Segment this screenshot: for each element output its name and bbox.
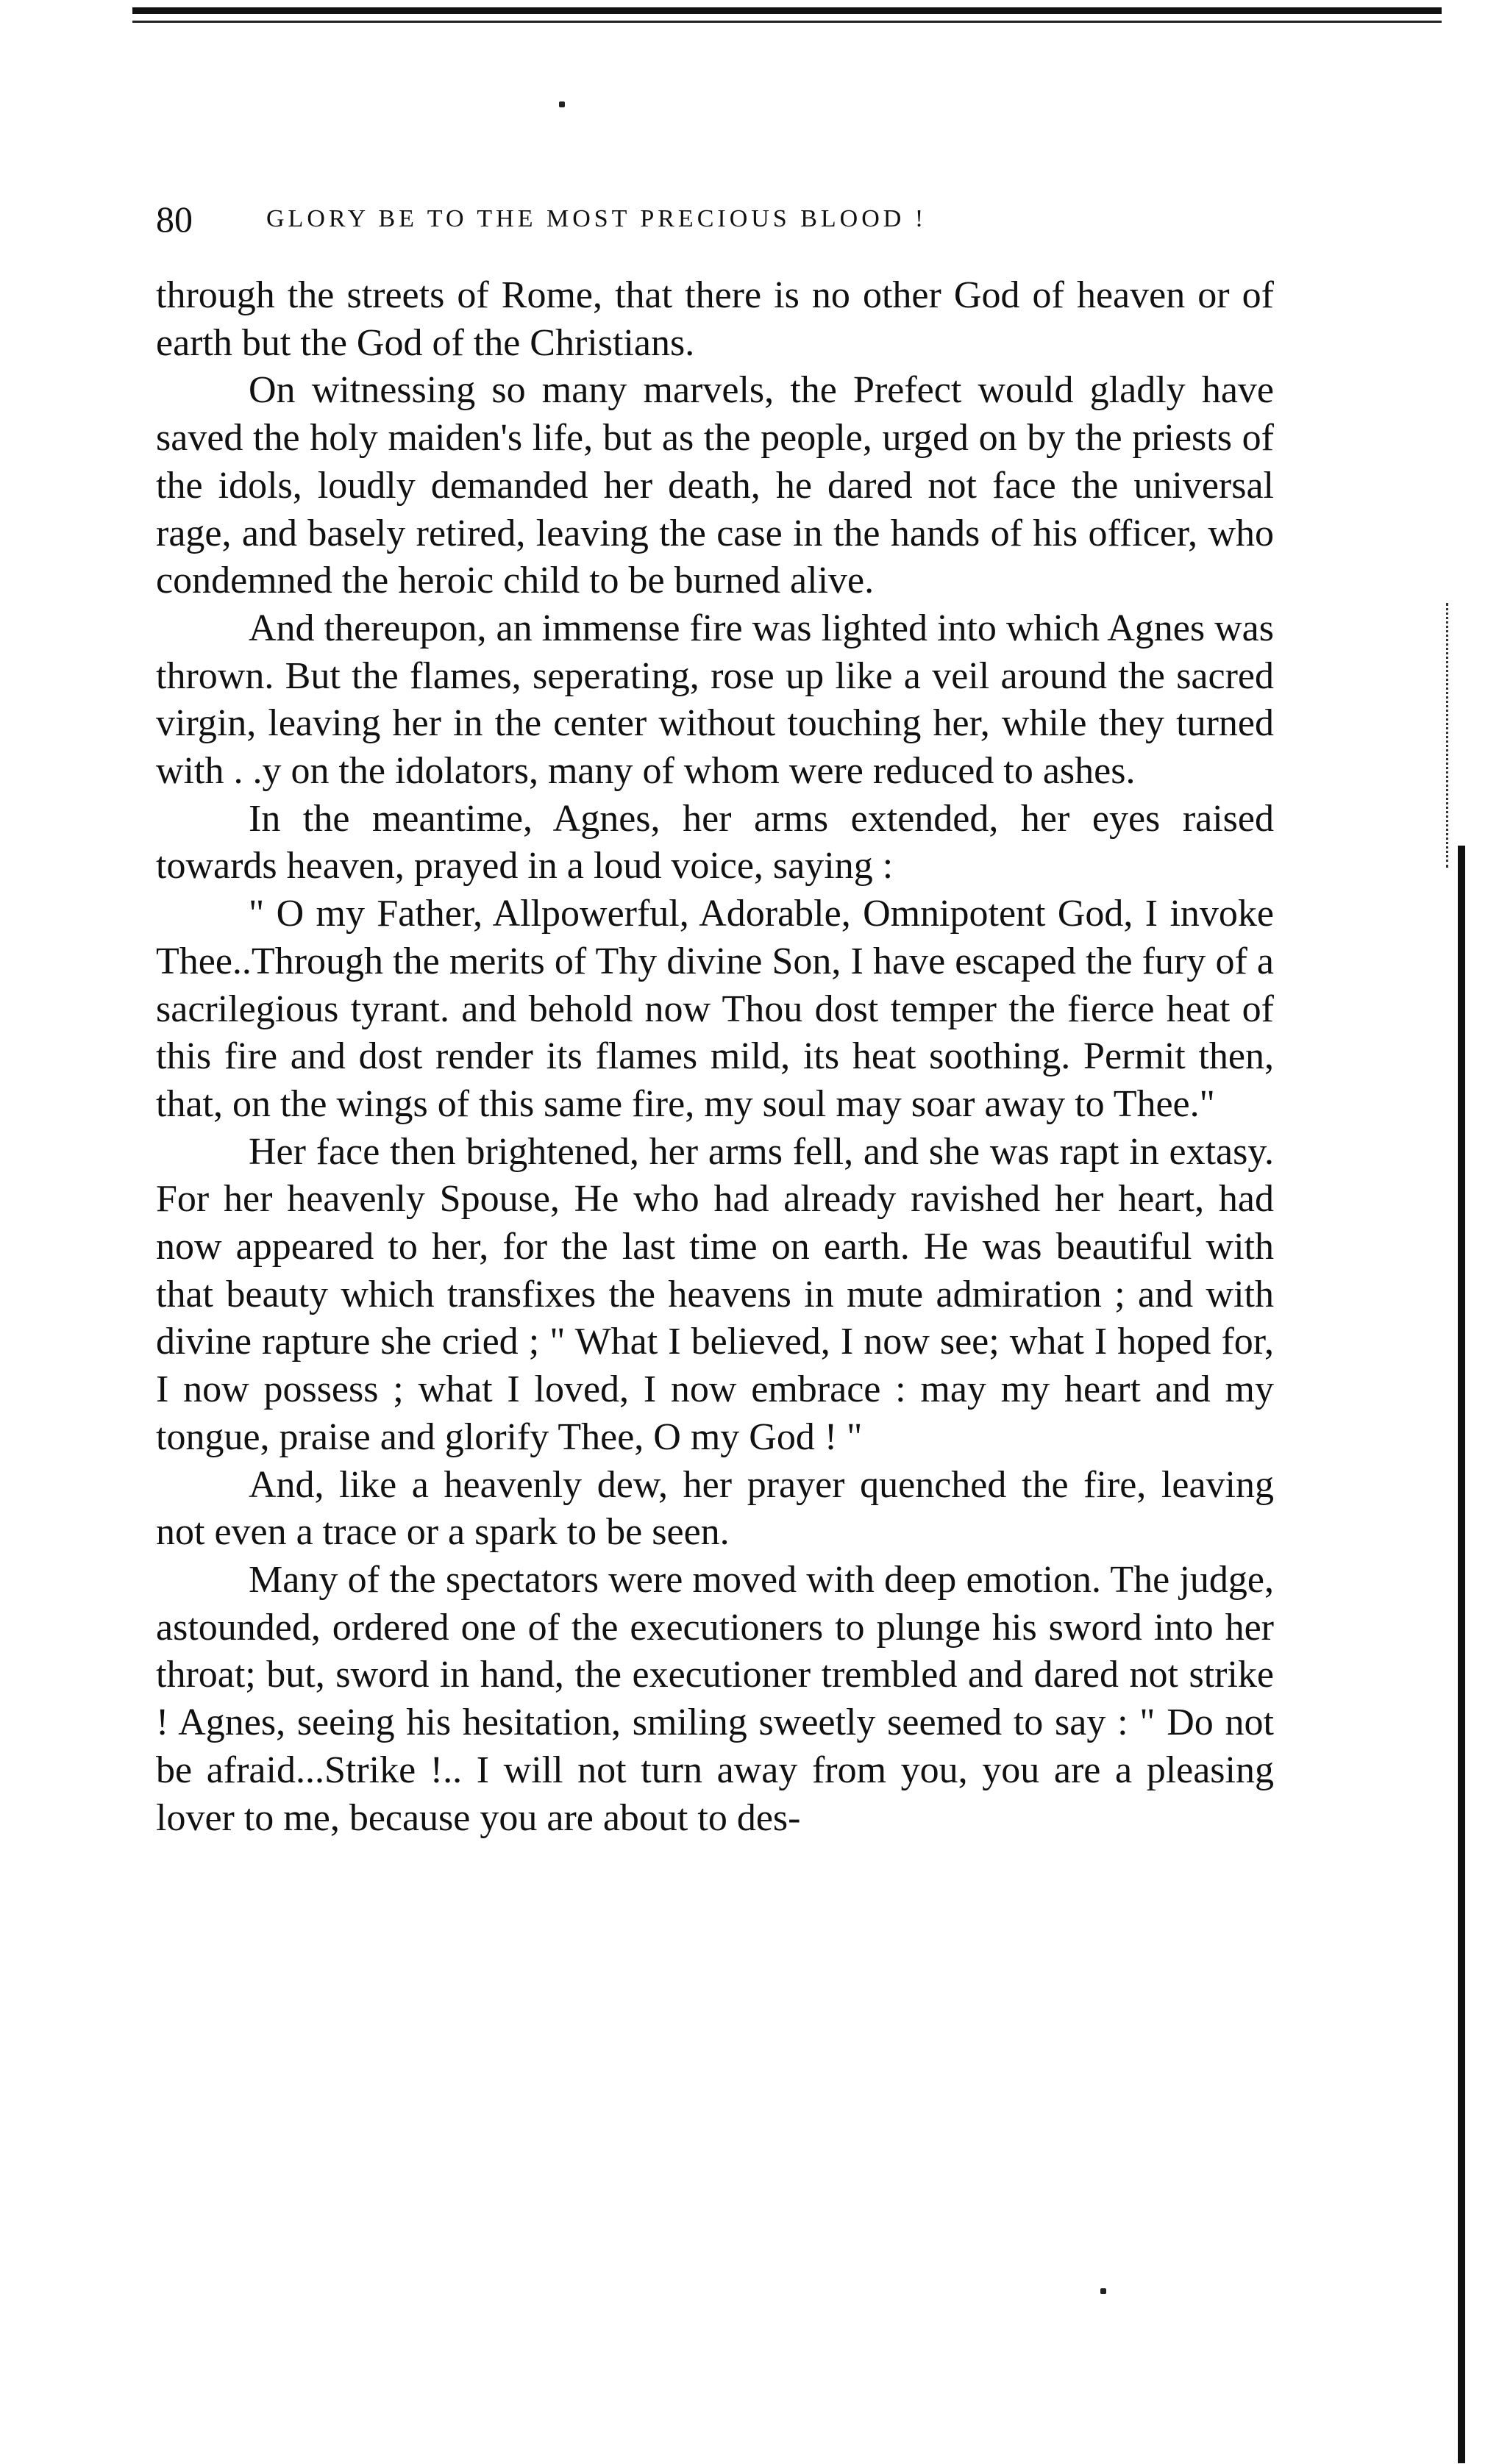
- paragraph: On witnessing so many marvels, the Prefect would gladly have saved the holy maiden's life, but as the people, urged on by the priests of the idols, loudly demanded her death, he dared not face the universal rage, and basely retired, leaving the case in the hands of his officer, who condemned the heroic child to be burned alive.: [156, 369, 1274, 602]
- body-text: [156, 272, 1274, 1842]
- right-edge-bar: [1458, 846, 1465, 2463]
- top-border-thin-rule: [132, 21, 1442, 23]
- paragraph: Many of the spectators were moved with deep emotion. The judge, astounded, ordered one of the executioners to plunge his sword into her throat; but, sword in hand, the executioner trembled and dared not strike ! Agnes, seeing his hesitation, smiling sweetly seemed to say : " Do not be afraid...Strike !.. I will not turn away from you, you are a pleasing lover to me, because you are about to des-: [156, 1558, 1274, 1839]
- ink-speck: [559, 101, 565, 107]
- paragraph: And, like a heavenly dew, her prayer quenched the fire, leaving not even a trace or a spark to be seen.: [156, 1463, 1274, 1554]
- paragraph: Her face then brightened, her arms fell, and she was rapt in extasy. For her heavenly Spouse, He who had already ravished her heart, had now appeared to her, for the last time on earth. He was beautiful with that beauty which transfixes the heavens in mute admiration ; and with divine rapture she cried ; " What I believed, I now see; what I hoped for, I now possess ; what I loved, I now embrace : may my heart and my tongue, praise and glorify Thee, O my God ! ": [156, 1130, 1274, 1458]
- paragraph: through the streets of Rome, that there is no other God of heaven or of earth but the God of the Christians.: [156, 274, 1274, 364]
- paragraph: " O my Father, Allpowerful, Adorable, Omnipotent God, I invoke Thee..Through the merits of Thy divine Son, I have escaped the fury of a sacrilegious tyrant. and behold now Thou dost temper the fierce heat of this fire and dost render its flames mild, its heat soothing. Permit then, that, on the wings of this same fire, my soul may soar away to Thee.": [156, 893, 1274, 1125]
- top-border-rule: [132, 7, 1442, 14]
- running-head: GLORY BE TO THE MOST PRECIOUS BLOOD !: [266, 205, 927, 232]
- page-number: 80: [156, 199, 193, 240]
- ink-speck: [1100, 2288, 1106, 2294]
- paragraph: In the meantime, Agnes, her arms extended, her eyes raised towards heaven, prayed in a loud voice, saying :: [156, 797, 1274, 888]
- right-edge-marks: [1446, 603, 1453, 868]
- paragraph: And thereupon, an immense fire was lighted into which Agnes was thrown. But the flames, seperating, rose up like a veil around the sacred virgin, leaving her in the center without touching her, while they turned with . .y on the idolators, many of whom were reduced to ashes.: [156, 607, 1274, 793]
- page-header: [156, 197, 1274, 241]
